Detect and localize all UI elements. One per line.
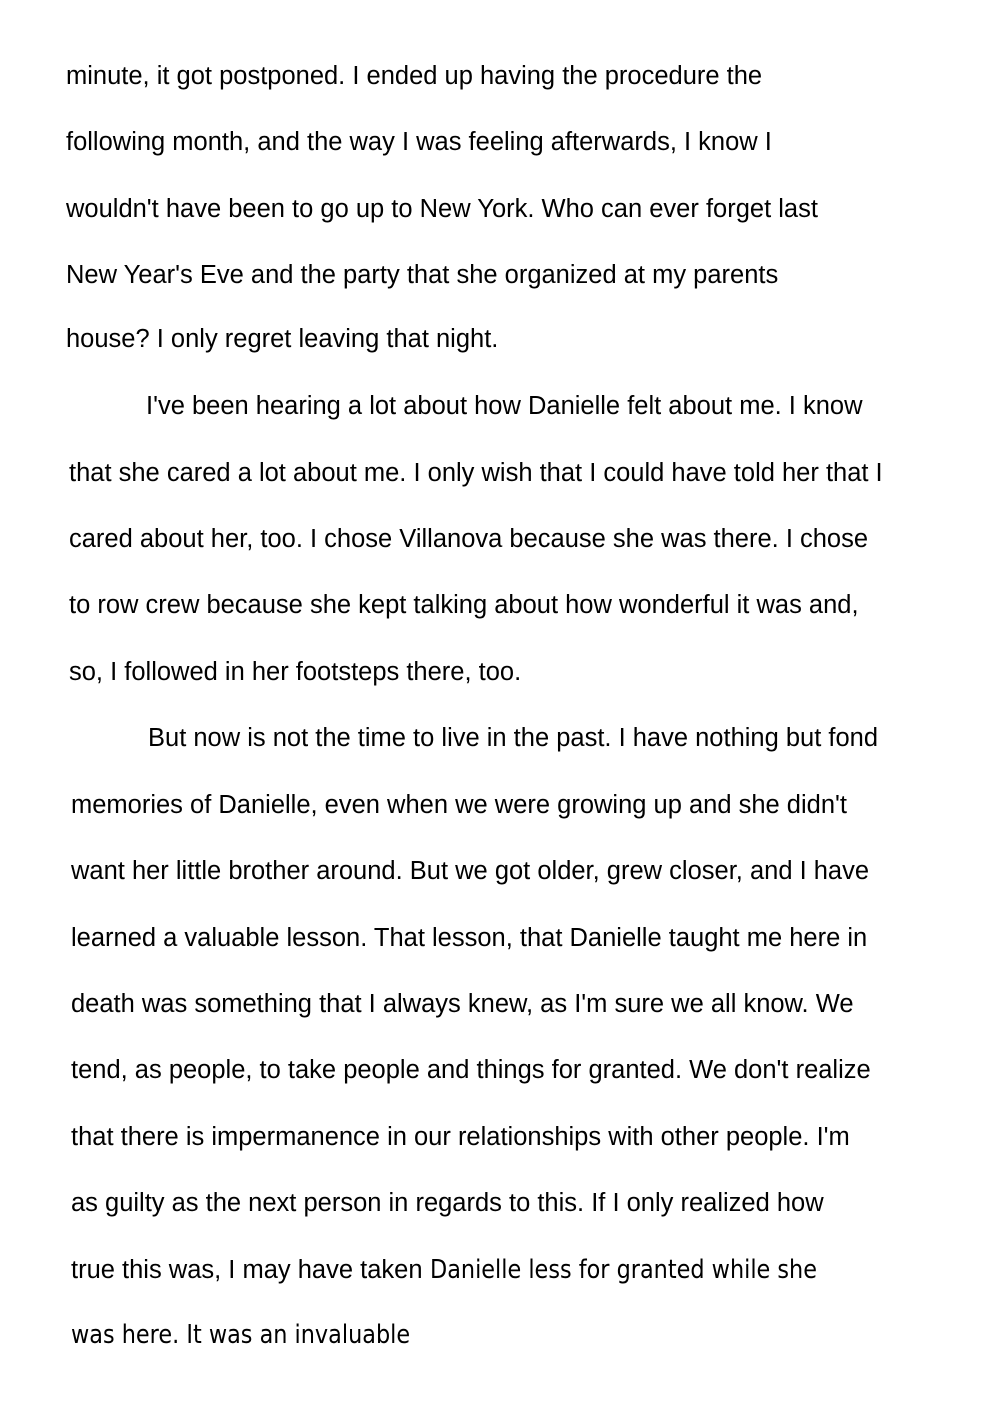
p3-line-8: as guilty as the next person in regards to this. If I only realized how bbox=[71, 1189, 824, 1217]
p3-line-9-start: true this was, I may have taken bbox=[71, 1256, 430, 1284]
p2-line-4: to row crew because she kept talking about how wonderful it was and, bbox=[69, 591, 859, 619]
p1-line-3: wouldn't have been to go up to New York. Who can ever forget last bbox=[66, 195, 818, 223]
p2-line-3: cared about her, too. I chose Villanova because she was there. I chose bbox=[69, 525, 869, 553]
p3-line-3: want her little brother around. But we got older, grew closer, and I have bbox=[71, 857, 870, 885]
p3-line-1: But now is not the time to live in the past. I have nothing but fond bbox=[148, 724, 879, 752]
p3-line-7: that there is impermanence in our relationships with other people. I'm bbox=[71, 1123, 850, 1151]
p1-line-5: house? I only regret leaving that night. bbox=[66, 325, 499, 353]
p3-line-10: was here. It was an invaluable bbox=[71, 1320, 411, 1350]
p3-line-2: memories of Danielle, even when we were growing up and she didn't bbox=[71, 791, 847, 819]
p1-line-1: minute, it got postponed. I ended up having the procedure the bbox=[66, 62, 763, 90]
p3-line-6: tend, as people, to take people and things for granted. We don't realize bbox=[71, 1056, 871, 1084]
p3-line-4: learned a valuable lesson. That lesson, that Danielle taught me here in bbox=[71, 924, 868, 952]
p2-line-1: I've been hearing a lot about how Danielle felt about me. I know bbox=[146, 392, 863, 420]
p3-line-9 bbox=[71, 1253, 880, 1287]
p3-line-9-end: Danielle less for granted while she bbox=[429, 1255, 817, 1285]
p3-line-5: death was something that I always knew, as I'm sure we all know. We bbox=[71, 990, 854, 1018]
p1-line-4: New Year's Eve and the party that she organized at my parents bbox=[66, 261, 779, 289]
p2-line-2: that she cared a lot about me. I only wish that I could have told her that I bbox=[69, 459, 883, 487]
p1-line-2: following month, and the way I was feeling afterwards, I know I bbox=[66, 128, 772, 156]
p2-line-5: so, I followed in her footsteps there, too. bbox=[69, 658, 522, 686]
